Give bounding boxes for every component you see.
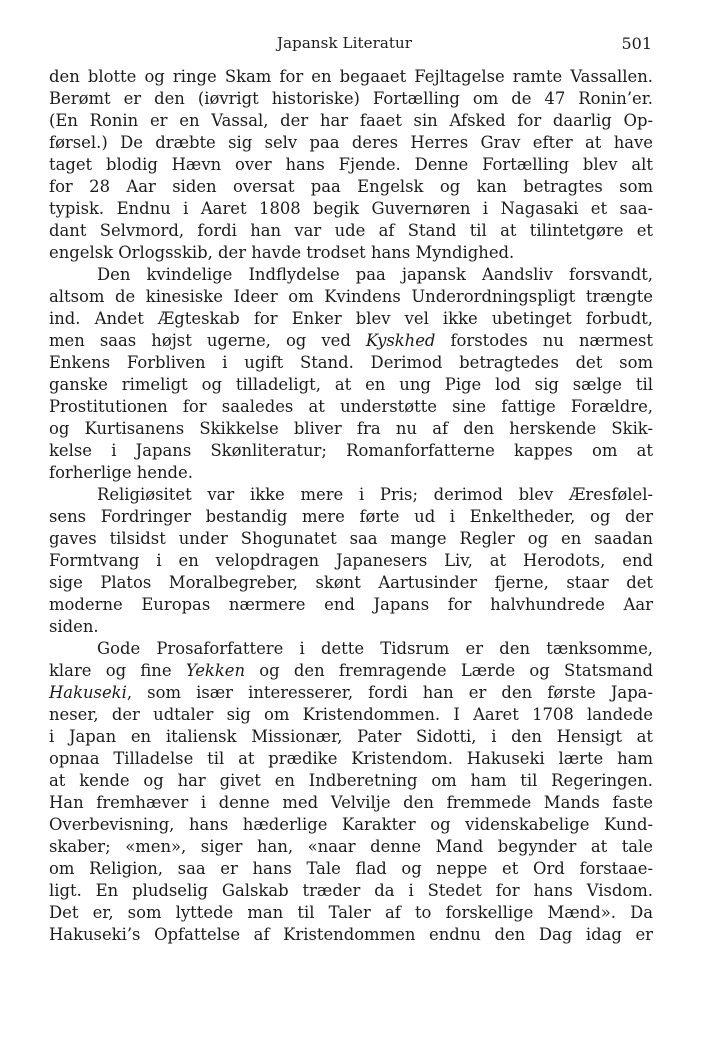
line-text: og den fremragende Lærde og Statsmand: [245, 661, 653, 680]
text-line: opnaa Tilladelse til at prædike Kristendom. Hakuseki lærte ham: [49, 749, 653, 768]
text-line: skaber; «men», siger han, «naar denne Mand begynder at tale: [49, 837, 653, 856]
text-line: i Japan en italiensk Missionær, Pater Sidotti, i den Hensigt at: [49, 727, 653, 746]
text-line: dant Selvmord, fordi han var ude af Stand til at tilintetgøre et: [49, 221, 653, 240]
text-line: for 28 Aar siden oversat paa Engelsk og kan betragtes som: [49, 177, 653, 196]
text-line: sens Fordringer bestandig mere førte ud i Enkeltheder, og der: [49, 507, 653, 526]
italic-term: Kyskhed: [365, 331, 436, 350]
italic-term: Yekken: [185, 661, 246, 680]
text-line: gaves tilsidst under Shogunatet saa mange Regler og en saadan: [49, 529, 653, 548]
text-line: Formtvang i en velopdragen Japanesers Liv, at Herodots, end: [49, 551, 653, 570]
text-line: og Kurtisanens Skikkelse bliver fra nu af den herskende Skik-: [49, 419, 653, 438]
text-line: Hakuseki’s Opfattelse af Kristendommen endnu den Dag idag er: [49, 925, 653, 944]
text-line: ganske rimeligt og tilladeligt, at en ung Pige lod sig sælge til: [49, 375, 653, 394]
text-line: neser, der udtaler sig om Kristendommen. I Aaret 1708 landede: [49, 705, 653, 724]
line-text: , som især interesserer, fordi han er den første Japa-: [126, 683, 653, 702]
text-line: typisk. Endnu i Aaret 1808 begik Guvernøren i Nagasaki et saa-: [49, 199, 653, 218]
text-line: om Religion, saa er hans Tale flad og neppe et Ord forstaae-: [49, 859, 653, 878]
text-line: at kende og har givet en Indberetning om ham til Regeringen.: [49, 771, 653, 790]
text-line: forherlige hende.: [49, 463, 193, 482]
line-text: forstodes nu nærmest: [435, 331, 653, 350]
body-text: [49, 66, 653, 946]
text-line: ind. Andet Ægteskab for Enker blev vel ikke ubetinget forbudt,: [49, 309, 653, 328]
text-line: Det er, som lyttede man til Taler af to forskellige Mænd». Da: [49, 903, 653, 922]
text-line: Berømt er den (iøvrigt historiske) Fortælling om de 47 Ronin’er.: [49, 89, 653, 108]
text-line: Gode Prosaforfattere i dette Tidsrum er den tænksomme,: [97, 639, 653, 658]
text-line: (En Ronin er en Vassal, der har faaet sin Afsked for daarlig Op-: [49, 111, 653, 130]
page-header: [0, 34, 712, 54]
text-line: altsom de kinesiske Ideer om Kvindens Underordningspligt trængte: [49, 287, 653, 306]
text-line: den blotte og ringe Skam for en begaaet Fejltagelse ramte Vassallen.: [49, 67, 653, 86]
text-line: engelsk Orlogsskib, der havde trodset hans Myndighed.: [49, 243, 515, 262]
text-line: [49, 682, 653, 704]
running-title: Japansk Literatur: [277, 34, 413, 52]
text-line: Den kvindelige Indflydelse paa japansk Aandsliv forsvandt,: [97, 265, 653, 284]
text-line: [49, 660, 653, 682]
text-line: [49, 330, 653, 352]
line-text: klare og fine: [49, 661, 186, 680]
text-line: Enkens Forbliven i ugift Stand. Derimod betragtedes det som: [49, 353, 653, 372]
text-line: Religiøsitet var ikke mere i Pris; derimod blev Æresfølel-: [97, 485, 653, 504]
text-line: siden.: [49, 617, 99, 636]
text-line: kelse i Japans Skønliteratur; Romanforfatterne kappes om at: [49, 441, 653, 460]
text-line: ligt. En pludselig Galskab træder da i Stedet for hans Visdom.: [49, 881, 653, 900]
text-line: sige Platos Moralbegreber, skønt Aartusinder fjerne, staar det: [49, 573, 653, 592]
text-line: Prostitutionen for saaledes at understøtte sine fattige Forældre,: [49, 397, 653, 416]
page-number: 501: [621, 34, 652, 53]
text-line: moderne Europas nærmere end Japans for halvhundrede Aar: [49, 595, 653, 614]
italic-term: Hakuseki: [49, 683, 127, 702]
text-line: Han fremhæver i denne med Velvilje den fremmede Mands faste: [49, 793, 653, 812]
text-line: taget blodig Hævn over hans Fjende. Denne Fortælling blev alt: [49, 155, 653, 174]
text-line: førsel.) De dræbte sig selv paa deres Herres Grav efter at have: [49, 133, 653, 152]
text-line: Overbevisning, hans hæderlige Karakter og videnskabelige Kund-: [49, 815, 653, 834]
line-text: men saas højst ugerne, og ved: [49, 331, 366, 350]
